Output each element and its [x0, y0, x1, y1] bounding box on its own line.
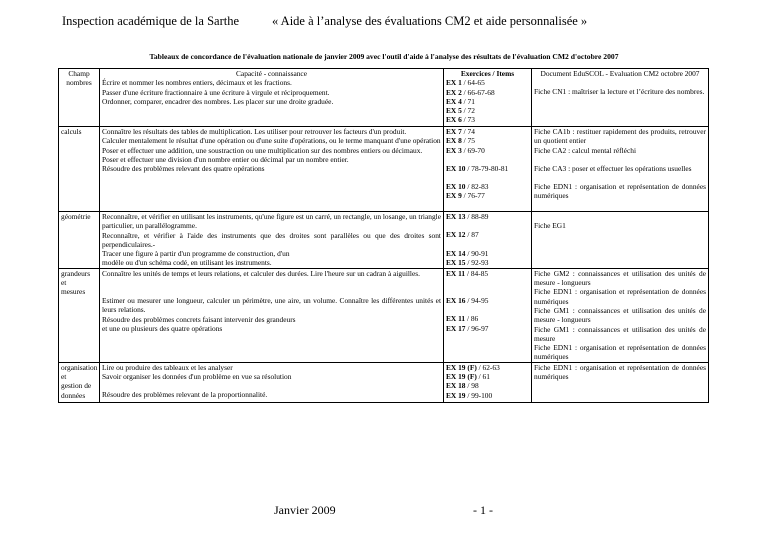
- exercice-entry: EX 1 / 64-65: [446, 78, 485, 88]
- fiche-text: Fiche CA2 : calcul mental réfléchi: [534, 145, 636, 155]
- capacite-text: Résoudre des problèmes concrets faisant intervenir des grandeurs: [102, 314, 296, 324]
- fiche-text: Fiche EDN1 : organisation et représentation de données numériques: [534, 343, 706, 362]
- capacite-text: Passer d'une écriture fractionnaire à une écriture à virgule et réciproquement.: [102, 87, 330, 97]
- capacite-text: Lire ou produire des tableaux et les analyser: [102, 362, 233, 372]
- capacite-text: Poser et effectuer une division d'un nombre entier ou décimal par un nombre entier.: [102, 154, 349, 164]
- capacite-text: Estimer ou mesurer une longueur, calculer un périmètre, une aire, un volume. Connaître les différentes unités et leurs relations.: [102, 296, 441, 315]
- fiche-text: Fiche CN1 : maîtriser la lecture et l’écriture des nombres.: [534, 87, 705, 97]
- header-left: Inspection académique de la Sarthe: [62, 14, 240, 28]
- champ-cell-grandeurs: [59, 268, 100, 362]
- champ-cell-geometrie: [59, 212, 100, 269]
- exercice-entry: EX 19 / 99-100: [446, 390, 493, 400]
- fiche-text: Fiche GM1 : connaissances et utilisation des unités de mesure: [534, 324, 706, 343]
- fiche-text: Fiche EDN1 : organisation et représentation de données numériques: [534, 287, 706, 306]
- champ-donnees: données: [61, 390, 86, 400]
- exercice-entry: EX 3 / 69-70: [446, 145, 485, 155]
- fiche-text: Fiche EDN1 : organisation et représentation de données numériques: [534, 182, 706, 201]
- champ-gestion: gestion de: [61, 381, 92, 391]
- champ-mesures: mesures: [61, 287, 86, 297]
- fiche-cell-nombres: [532, 69, 709, 127]
- champ-geometrie: géométrie: [61, 212, 91, 221]
- capacite-text: Résoudre des problèmes relevant des quatre opérations: [102, 164, 265, 174]
- concordance-table: [58, 68, 709, 403]
- exercices-cell-organisation: [444, 362, 532, 402]
- exercices-cell-nombres: [444, 69, 532, 127]
- exercice-entry: EX 6 / 73: [446, 115, 475, 125]
- exercice-entry: EX 17 / 96-97: [446, 323, 489, 333]
- exercice-entry: EX 15 / 92-93: [446, 257, 489, 267]
- exercice-entry: EX 9 / 76-77: [446, 191, 485, 201]
- exercice-entry: EX 11 / 84-85: [446, 268, 489, 278]
- fiche-text: Fiche EDN1 : organisation et représentation de données numériques: [534, 362, 706, 382]
- capacite-text: Résoudre des problèmes relevant de la proportionnalité.: [102, 390, 268, 400]
- fiche-cell-grandeurs: [532, 268, 709, 362]
- capacite-text: modèle ou d'un schéma codé, en utilisant les instruments.: [102, 258, 272, 268]
- fiche-text: Fiche EG1: [534, 221, 566, 230]
- capacite-cell-grandeurs: [100, 268, 444, 362]
- capacite-text: Écrire et nommer les nombres entiers, décimaux et les fractions.: [102, 78, 292, 88]
- fiche-text: Fiche CA3 : poser et effectuer les opérations usuelles: [534, 163, 692, 173]
- champ-calculs: calculs: [61, 127, 82, 136]
- capacite-text: Ordonner, comparer, encadrer des nombres. Les placer sur une droite graduée.: [102, 96, 334, 106]
- fiche-text: Fiche CA1b : restituer rapidement des produits, retrouver un quotient entier: [534, 127, 706, 146]
- table-subtitle: Tableaux de concordance de l'évaluation nationale de janvier 2009 avec l'outil d'aide à l'analyse des résultats de l'évaluation CM2 d'octobre 2007: [149, 52, 619, 61]
- exercices-cell-grandeurs: [444, 268, 532, 362]
- exercice-entry: EX 4 / 71: [446, 96, 475, 106]
- exercice-entry: EX 14 / 90-91: [446, 248, 489, 258]
- capacite-text: Poser et effectuer une addition, une soustraction ou une multiplication sur des nombres entiers ou décimaux.: [102, 145, 423, 155]
- exercice-entry: EX 10 / 78-79-80-81: [446, 163, 509, 173]
- exercice-entry: EX 19 (F) / 61: [446, 372, 490, 382]
- exercice-entry: EX 13 / 88-89: [446, 212, 489, 221]
- exercice-entry: EX 10 / 82-83: [446, 182, 489, 192]
- header-document: Document EduSCOL - Evaluation CM2 octobre 2007: [540, 69, 700, 78]
- exercice-entry: EX 18 / 98: [446, 381, 479, 391]
- capacite-cell-organisation: [100, 362, 444, 402]
- capacite-text: Reconnaître, et vérifier à l'aide des instruments que des droites sont parallèles ou que des droites sont perpendiculaires.-: [102, 230, 441, 249]
- header-title: « Aide à l’analyse des évaluations CM2 et aide personnalisée »: [272, 14, 588, 28]
- fiche-cell-organisation: [532, 362, 709, 402]
- capacite-text: Savoir organiser les données d'un problème en vue sa résolution: [102, 372, 292, 382]
- footer-date: Janvier 2009: [274, 503, 336, 517]
- capacite-text: Tracer une figure à partir d'un programme de construction, d'un: [102, 249, 290, 259]
- capacite-text: Connaître les unités de temps et leurs relations, et calculer des durées. Lire l'heure sur un cadran à aiguilles.: [102, 268, 420, 278]
- champ-cell-organisation: [59, 362, 100, 402]
- champ-grandeurs: grandeurs et: [61, 268, 91, 288]
- fiche-cell-calculs: [532, 127, 709, 212]
- exercice-entry: EX 8 / 75: [446, 136, 475, 146]
- champ-cell-calculs: [59, 127, 100, 212]
- header-exercices: Exercices / Items: [460, 69, 515, 78]
- exercices-cell-calculs: [444, 127, 532, 212]
- page-number: - 1 -: [473, 503, 493, 517]
- exercice-entry: EX 16 / 94-95: [446, 296, 489, 306]
- capacite-cell-nombres: [100, 69, 444, 127]
- exercices-cell-geometrie: [444, 212, 532, 269]
- exercice-entry: EX 19 (F) / 62-63: [446, 362, 500, 372]
- exercice-entry: EX 5 / 72: [446, 106, 475, 116]
- exercice-entry: EX 7 / 74: [446, 127, 475, 136]
- capacite-cell-geometrie: [100, 212, 444, 269]
- capacite-text: Connaître les résultats des tables de multiplication. Les utiliser pour retrouver les facteurs d'un produit.: [102, 127, 407, 136]
- champ-organisation: organisation: [61, 362, 98, 372]
- header-champ: Champ: [68, 69, 90, 78]
- champ-nombres: nombres: [66, 78, 92, 88]
- champ-et: et: [61, 372, 67, 382]
- capacite-text: Reconnaître, et vérifier en utilisant les instruments, qu'une figure est un carré, un rectangle, un losange, un triangle particulier, un parallélogramme.: [102, 212, 441, 231]
- fiche-text: Fiche GM2 : connaissances et utilisation des unités de mesure - longueurs: [534, 268, 706, 288]
- exercice-entry: EX 11 / 86: [446, 314, 479, 324]
- fiche-cell-geometrie: [532, 212, 709, 269]
- header-capacite: Capacité - connaissance: [236, 69, 307, 78]
- capacite-cell-calculs: [100, 127, 444, 212]
- exercice-entry: EX 12 / 87: [446, 230, 479, 240]
- fiche-text: Fiche GM1 : connaissances et utilisation des unités de mesure - longueurs: [534, 305, 706, 325]
- capacite-text: et une ou plusieurs des quatre opérations: [102, 323, 223, 333]
- champ-cell-nombres: [59, 69, 100, 127]
- exercice-entry: EX 2 / 66-67-68: [446, 87, 495, 97]
- capacite-text: Calculer mentalement le résultat d'une opération ou d'une suite d'opérations, ou le terme manquant d'une opération: [102, 136, 441, 146]
